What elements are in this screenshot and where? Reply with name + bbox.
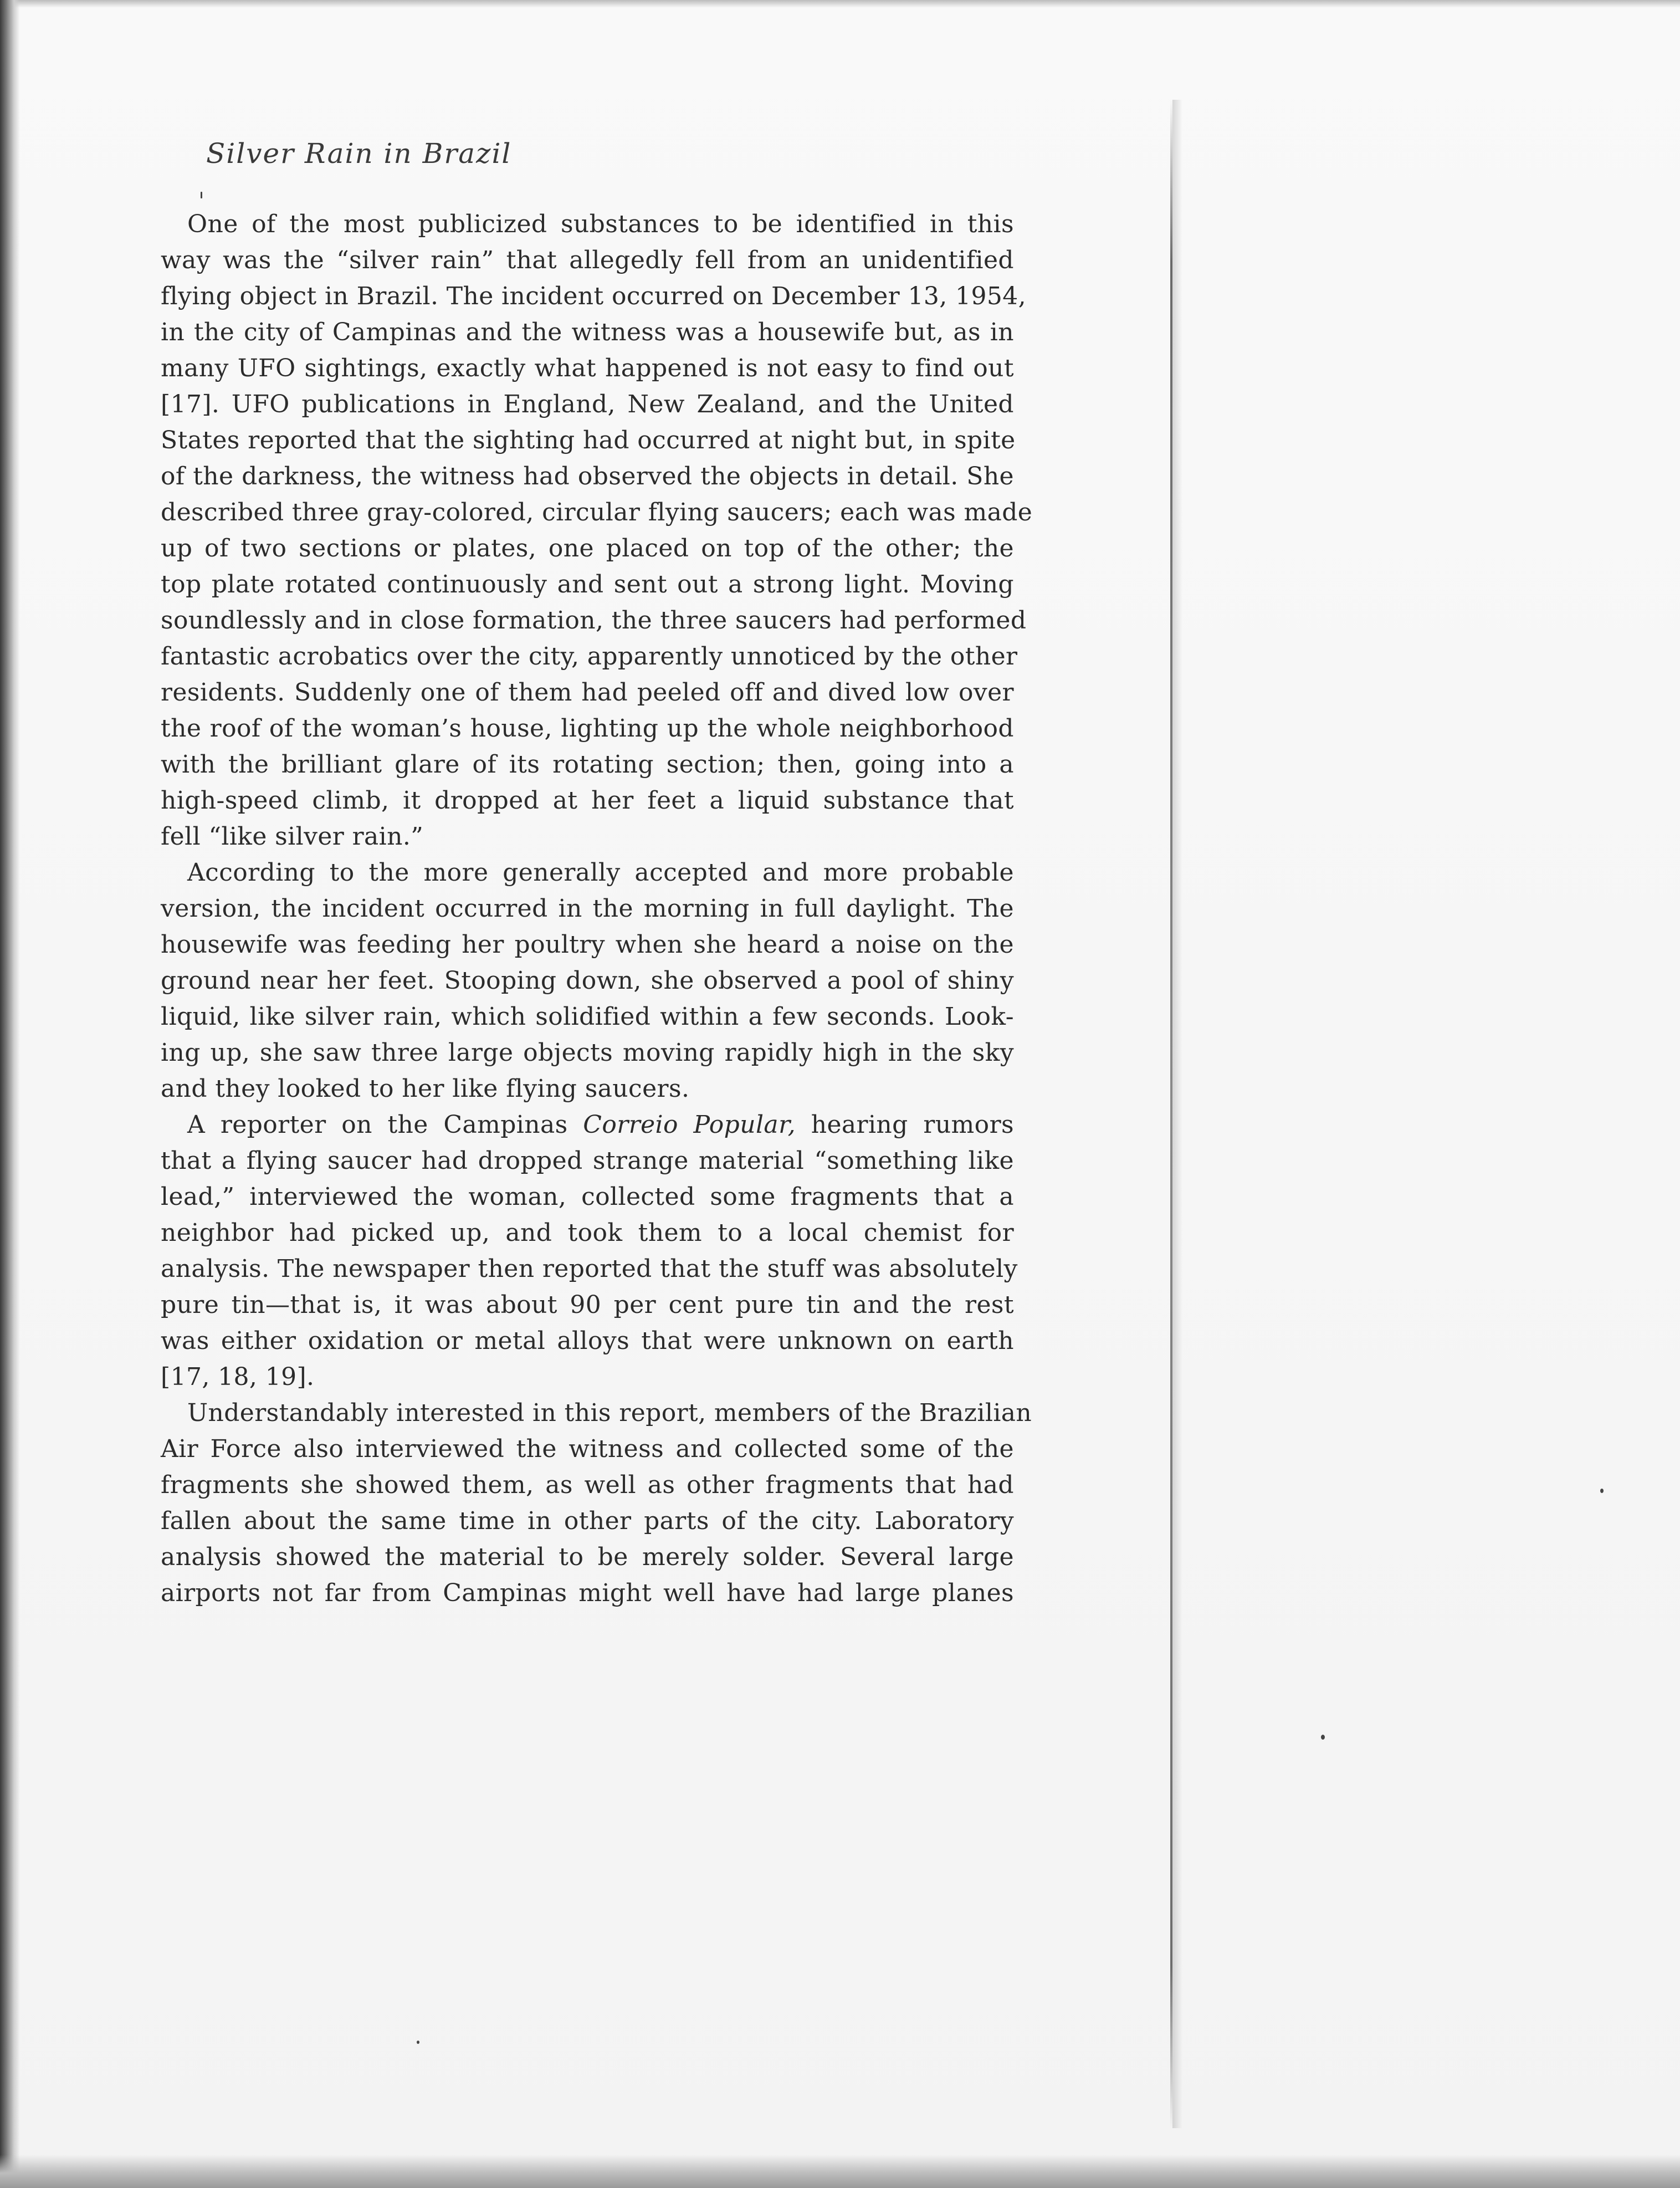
text-line: housewife was feeding her poultry when she heard a noise on the	[161, 931, 1014, 959]
text-line: pure tin—that is, it was about 90 per cent pure tin and the rest	[161, 1291, 1014, 1319]
text-line: top plate rotated continuously and sent out a strong light. Moving	[161, 570, 1014, 599]
dust-speck	[417, 2041, 419, 2044]
text-line: fragments she showed them, as well as other fragments that had	[161, 1471, 1014, 1499]
text-line: lead,” interviewed the woman, collected some fragments that a	[161, 1183, 1014, 1211]
newspaper-title: Correio Popular,	[583, 1111, 796, 1139]
text-line: airports not far from Campinas might well have had large planes	[161, 1579, 1014, 1607]
text-line: described three gray-colored, circular flying saucers; each was made	[161, 498, 1033, 526]
text-line: was either oxidation or metal alloys that were unknown on earth	[161, 1327, 1014, 1355]
text-line: way was the “silver rain” that allegedly fell from an unidentified	[161, 246, 1014, 274]
dust-speck	[1600, 1489, 1604, 1493]
bottom-edge-shadow	[0, 2155, 1680, 2188]
text-line: version, the incident occurred in the morning in full daylight. The	[161, 894, 1014, 923]
text-line: States reported that the sighting had occurred at night but, in spite	[161, 426, 1016, 454]
text-line: high-speed climb, it dropped at her feet a liquid substance that	[161, 786, 1014, 815]
text-line: soundlessly and in close formation, the three saucers had performed	[161, 606, 1027, 635]
paragraph-3	[161, 1107, 1018, 1395]
left-edge-shadow	[0, 0, 20, 2188]
text-line: with the brilliant glare of its rotating section; then, going into a	[161, 750, 1014, 779]
text-line: many UFO sightings, exactly what happened is not easy to find out	[161, 354, 1014, 382]
text-line: [17]. UFO publications in England, New Zealand, and the United	[161, 390, 1014, 418]
text-line: flying object in Brazil. The incident occurred on December 13, 1954,	[161, 282, 1027, 310]
text-line: ing up, she saw three large objects moving rapidly high in the sky	[161, 1039, 1014, 1067]
text-line: fallen about the same time in other parts of the city. Laboratory	[161, 1507, 1014, 1535]
text-line: [17, 18, 19].	[161, 1363, 315, 1391]
text-line: ground near her feet. Stooping down, she observed a pool of shiny	[161, 967, 1014, 995]
text-line: According to the more generally accepted and more probable	[187, 858, 1014, 887]
text-line: Understandably interested in this report, members of the Brazilian	[187, 1399, 1032, 1427]
text-line: the roof of the woman’s house, lighting up the whole neighborhood	[161, 714, 1014, 743]
paragraph-2	[161, 855, 1014, 1107]
text-line: that a flying saucer had dropped strange material “something like	[161, 1147, 1014, 1175]
page-fold-shade	[1172, 100, 1182, 2128]
dust-speck	[201, 192, 202, 198]
text-line: of the darkness, the witness had observed the objects in detail. She	[161, 462, 1014, 490]
text-line: analysis. The newspaper then reported that the stuff was absolutely	[161, 1255, 1018, 1283]
text-line	[161, 1107, 1014, 1143]
text-line: fell “like silver rain.”	[161, 822, 424, 851]
text-run: A reporter on the Campinas	[187, 1111, 568, 1139]
text-line: One of the most publicized substances to be identified in this	[187, 210, 1014, 238]
text-line: neighbor had picked up, and took them to a local chemist for	[161, 1219, 1014, 1247]
text-line: and they looked to her like flying saucers.	[161, 1075, 690, 1103]
paragraph-1	[161, 206, 1033, 855]
text-line: Air Force also interviewed the witness and collected some of the	[161, 1435, 1014, 1463]
text-line: in the city of Campinas and the witness was a housewife but, as in	[161, 318, 1014, 346]
text-line: fantastic acrobatics over the city, apparently unnoticed by the other	[161, 642, 1018, 671]
top-edge-shadow	[0, 0, 1680, 8]
text-line: analysis showed the material to be merely solder. Several large	[161, 1543, 1014, 1571]
text-run: hearing rumors	[811, 1111, 1014, 1139]
dust-speck	[1321, 1735, 1325, 1740]
text-line: liquid, like silver rain, which solidified within a few seconds. Look-	[161, 1003, 1014, 1031]
text-line: residents. Suddenly one of them had peeled off and dived low over	[161, 678, 1014, 707]
body-text	[161, 206, 1033, 1611]
running-head: Silver Rain in Brazil	[206, 137, 512, 170]
paragraph-4	[161, 1395, 1032, 1611]
text-line: up of two sections or plates, one placed on top of the other; the	[161, 534, 1014, 563]
